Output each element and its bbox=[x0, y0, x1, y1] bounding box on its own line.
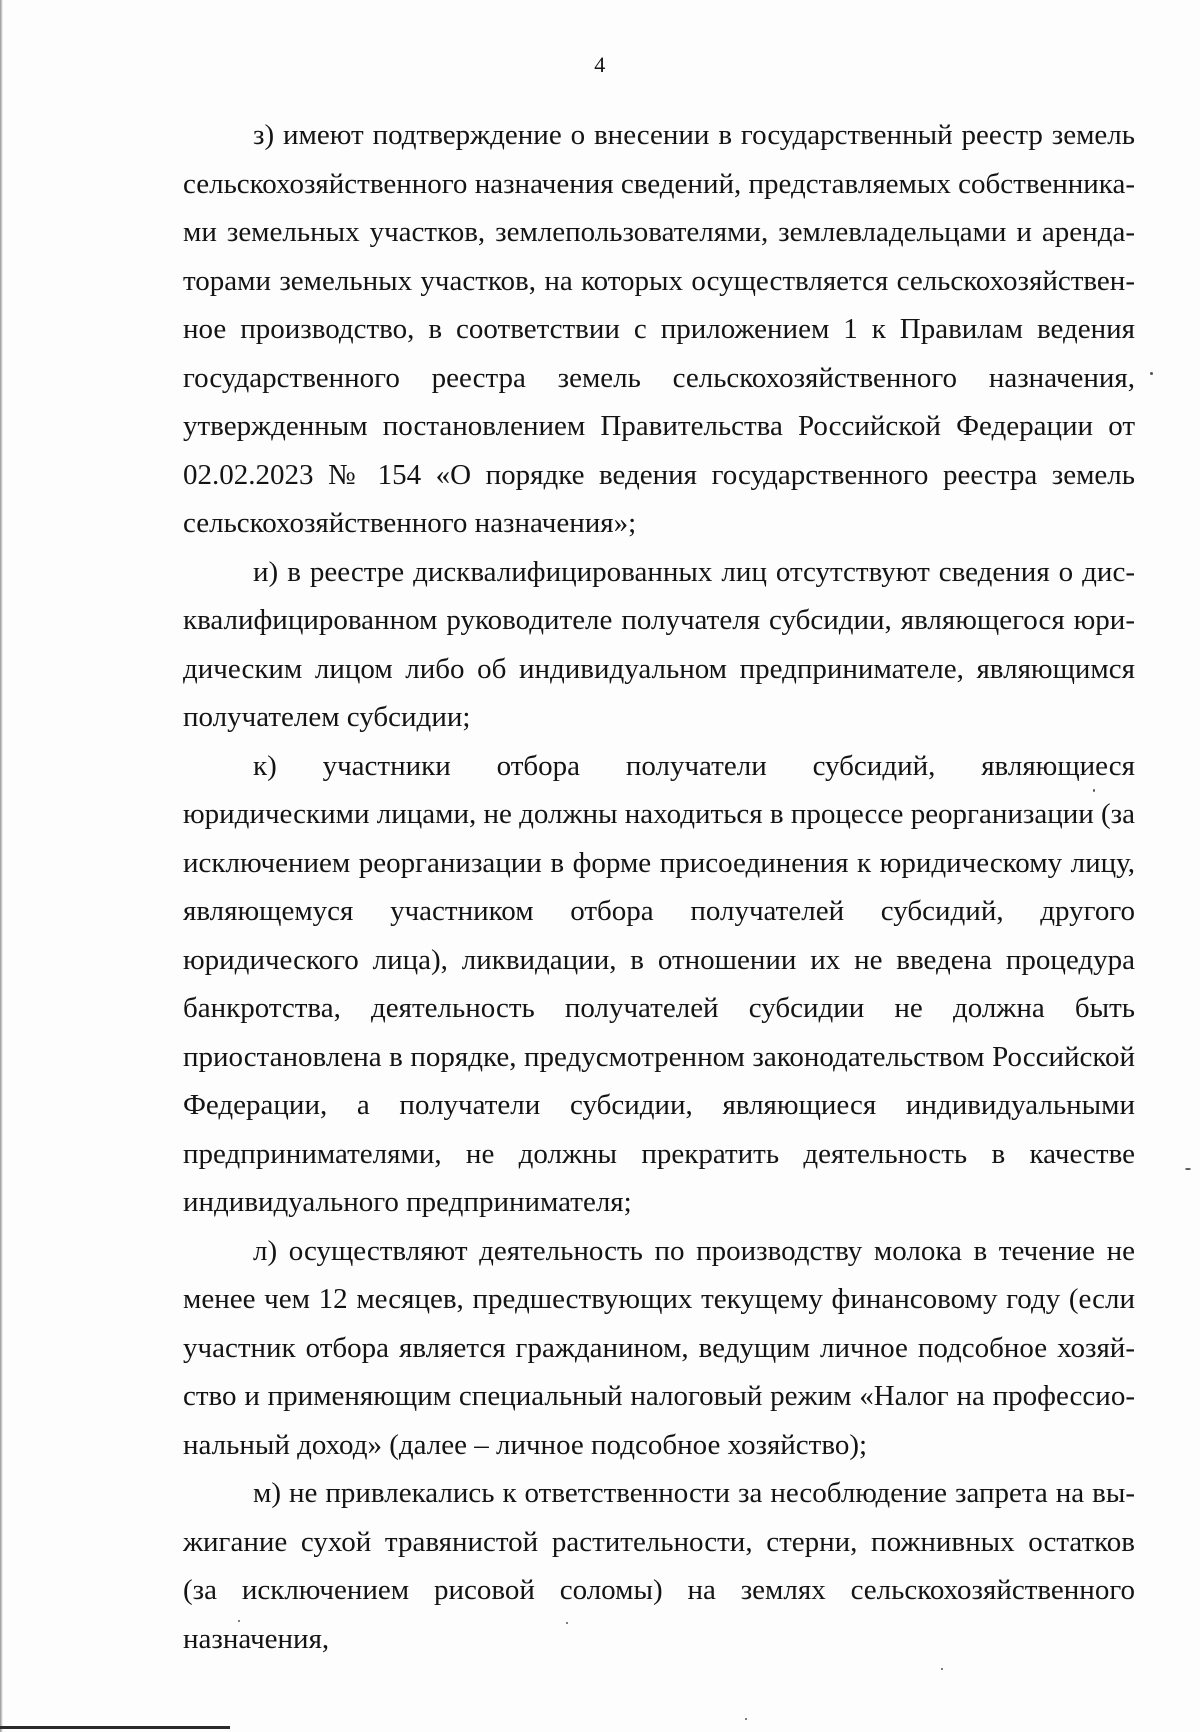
scan-speck bbox=[238, 1620, 240, 1622]
page-number: 4 bbox=[594, 52, 606, 77]
paragraph-m: м) не привлекались к ответственности за несоблюдение запрета на выжигание сухой травянистой растительности, стерни, пожнивных остатков (за исключением рисовой соломы) на землях сельскохозяйственного назначения, bbox=[183, 1477, 1135, 1655]
scan-speck bbox=[1093, 789, 1095, 792]
scan-speck bbox=[1185, 1168, 1191, 1170]
scan-edge-bottom bbox=[0, 1726, 230, 1729]
scan-speck bbox=[566, 1622, 568, 1624]
paragraph-z: з) имеют подтверждение о внесении в государственный реестр земель сельскохозяйственного назначения сведений, представляемых собственниками земельных участков, землепользователями, землевладельцами и арендаторами земельных участков, на которых осуществляется сельскохозяйственное производство, в соответствии с приложением 1 к Правилам ведения государственного реестра земель сельскохозяйственного назначения, утвержденным постановлением Правительства Российской Федерации от 02.02.2023 № 154 «О порядке ведения государственного реестра земель сельскохозяйственного назначения»; bbox=[183, 119, 1135, 539]
scan-edge-left bbox=[0, 0, 3, 1732]
scan-speck bbox=[1150, 372, 1153, 375]
paragraph-l: л) осуществляют деятельность по производству молока в течение не менее чем 12 месяцев, предшествующих текущему финансовому году (если участник отбора является гражданином, ведущим личное подсобное хозяйство и применяющим специальный налоговый режим «Налог на профессиональный доход» (далее – личное подсобное хозяйство); bbox=[183, 1234, 1135, 1461]
paragraph-k: к) участники отбора получатели субсидий, являющиеся юридическими лицами, не должны находиться в процессе реорганизации (за исключением реорганизации в форме присоединения к юридическому лицу, являющемуся участником отбора получателей субсидий, другого юридического лица), ликвидации, в отношении их не введена процедура банкротства, деятельность получателей субсидии не должна быть приостановлена в порядке, предусмотренном законодательством Российской Федерации, а получатели субсидии, являющиеся индивидуальными предпринимателями, не должны прекратить деятельность в качестве индивидуального предпринимателя; bbox=[183, 749, 1135, 1218]
scan-speck bbox=[941, 1668, 943, 1670]
document-body bbox=[183, 111, 1135, 1663]
paragraph-i: и) в реестре дисквалифицированных лиц отсутствуют сведения о дисквалифицированном руководителе получателя субсидии, являющегося юридическим лицом либо об индивидуальном предпринимателе, являющимся получателем субсидии; bbox=[183, 555, 1135, 733]
scan-speck bbox=[745, 1718, 747, 1720]
